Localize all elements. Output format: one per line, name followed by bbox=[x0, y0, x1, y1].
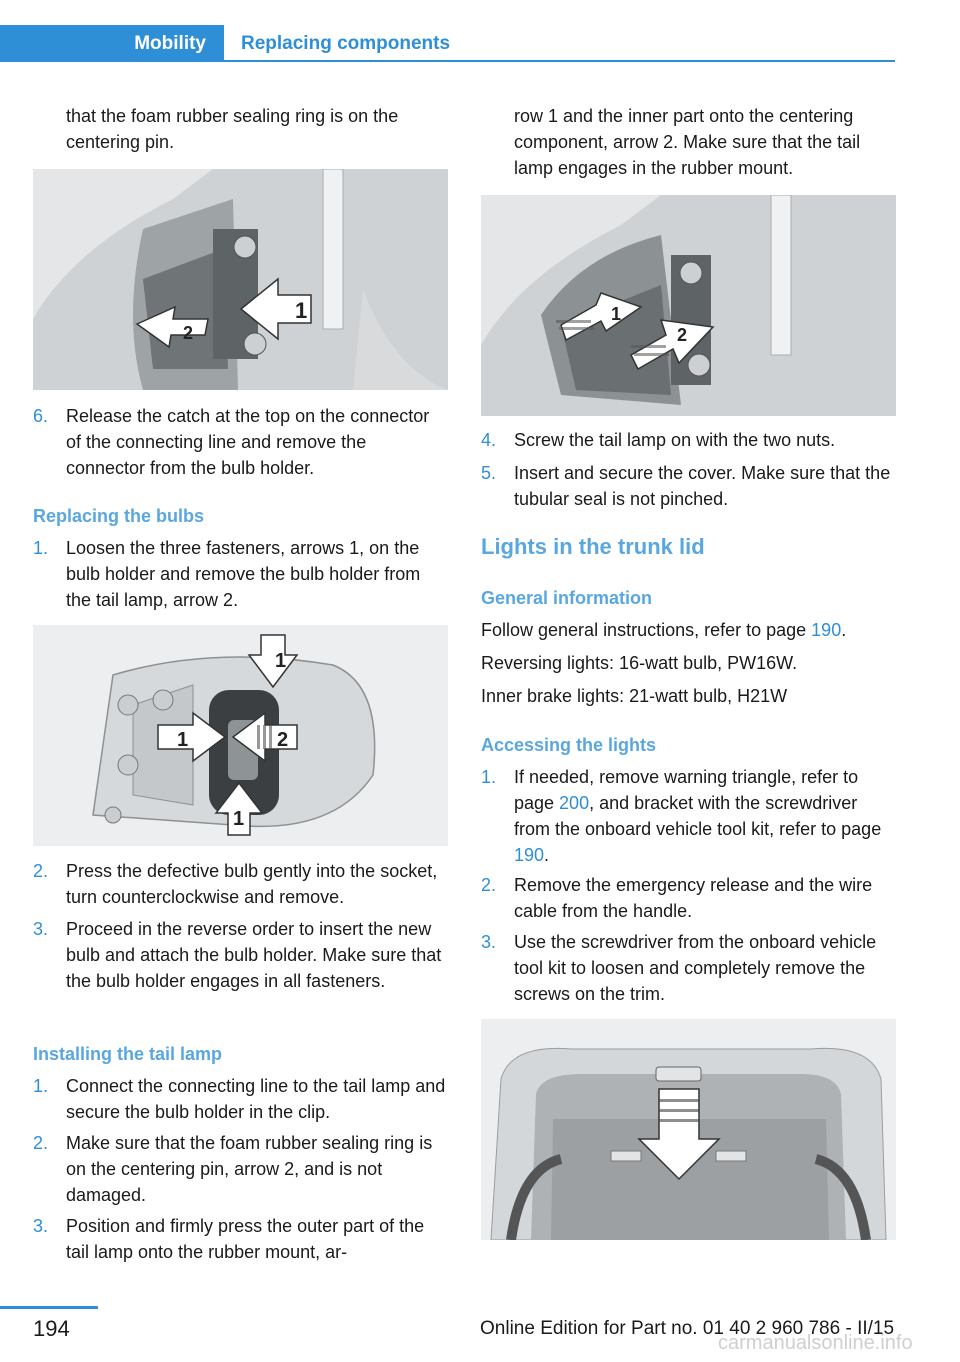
continued-text: row 1 and the inner part onto the centering component, arrow 2. Make sure that the tail lamp engages in the rubber mount. bbox=[514, 106, 861, 178]
page-header bbox=[0, 25, 895, 62]
figure-tail-lamp-connector bbox=[33, 169, 448, 390]
figure-trunk-lid bbox=[481, 1019, 896, 1240]
replacing-step-3: 3. Proceed in the reverse order to insert the new bulb and attach the bulb holder. Make sure that the bulb holder engages in all fasteners. bbox=[33, 919, 442, 991]
replacing-step-1: 1. Loosen the three fasteners, arrows 1, on the bulb holder and remove the bulb holder from the tail lamp, arrow 2. bbox=[33, 538, 421, 610]
installing-step-3: 3. Position and firmly press the outer part of the tail lamp onto the rubber mount, ar- bbox=[33, 1216, 425, 1262]
fig3-label-1: 1 bbox=[611, 304, 622, 324]
chapter-title: Replacing components bbox=[241, 32, 451, 54]
step-5: 5. Insert and secure the cover. Make sure that the tubular seal is not pinched. bbox=[481, 463, 891, 509]
intro-text: that the foam rubber sealing ring is on the centering pin. bbox=[66, 106, 399, 152]
footer-rule bbox=[0, 1306, 98, 1309]
general-instructions: Follow general instructions, refer to page 190. bbox=[481, 620, 847, 640]
figure-bulb-holder bbox=[33, 625, 448, 846]
accessing-step-1: 1. If needed, remove warning triangle, refer to page 200, and bracket with the screwdriver from the onboard vehicle tool kit, refer to page 190. bbox=[481, 767, 882, 865]
fig2-label-bottom: 1 bbox=[233, 808, 245, 830]
fig2-label-right: 2 bbox=[277, 729, 289, 751]
step-6: 6. Release the catch at the top on the connector of the connecting line and remove the connector from the bulb holder. bbox=[33, 406, 430, 478]
accessing-step-2: 2. Remove the emergency release and the wire cable from the handle. bbox=[481, 875, 873, 921]
step-4: 4. Screw the tail lamp on with the two nuts. bbox=[481, 430, 836, 450]
replacing-step-2: 2. Press the defective bulb gently into the socket, turn counterclockwise and remove. bbox=[33, 861, 438, 907]
fig1-label-2: 2 bbox=[183, 323, 194, 343]
section-tab: Mobility bbox=[0, 25, 224, 62]
fig2-label-top: 1 bbox=[275, 650, 287, 672]
fig3-label-2: 2 bbox=[677, 325, 688, 345]
page-link-190[interactable]: 190 bbox=[811, 620, 842, 640]
page-link-200[interactable]: 200 bbox=[559, 793, 590, 813]
figure-tail-lamp-mount bbox=[481, 195, 896, 416]
installing-step-2: 2. Make sure that the foam rubber sealing ring is on the centering pin, arrow 2, and is not damaged. bbox=[33, 1133, 433, 1205]
installing-heading: Installing the tail lamp bbox=[33, 1044, 223, 1064]
inner-brake-lights: Inner brake lights: 21-watt bulb, H21W bbox=[481, 686, 788, 706]
edition-text: Online Edition for Part no. 01 40 2 960 786 - II/15 bbox=[480, 1318, 895, 1339]
fig2-label-left: 1 bbox=[177, 729, 189, 751]
installing-step-1: 1. Connect the connecting line to the tail lamp and secure the bulb holder in the clip. bbox=[33, 1076, 446, 1122]
accessing-step-3: 3. Use the screwdriver from the onboard vehicle tool kit to loosen and completely remove the screws on the trim. bbox=[481, 932, 877, 1004]
accessing-heading: Accessing the lights bbox=[481, 735, 657, 755]
general-info-heading: General information bbox=[481, 588, 653, 608]
watermark: carmanualsonline.info bbox=[718, 1332, 913, 1354]
lights-trunk-heading: Lights in the trunk lid bbox=[481, 534, 705, 559]
header-rule bbox=[224, 60, 895, 62]
page-number: 194 bbox=[33, 1316, 70, 1341]
fig1-label-1: 1 bbox=[295, 298, 308, 323]
replacing-bulbs-heading: Replacing the bulbs bbox=[33, 506, 205, 526]
page-link-190b[interactable]: 190 bbox=[514, 845, 545, 865]
reversing-lights: Reversing lights: 16-watt bulb, PW16W. bbox=[481, 653, 798, 673]
